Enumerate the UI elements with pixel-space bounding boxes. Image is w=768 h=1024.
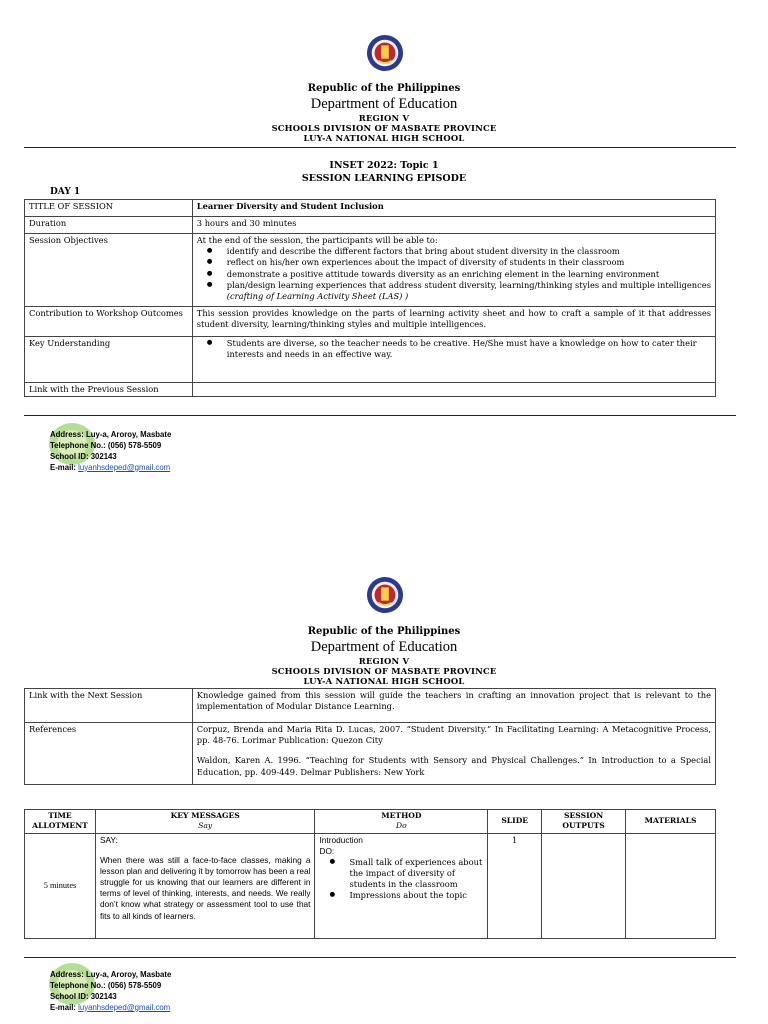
lesson-table: [24, 809, 716, 939]
list-item: ● Students are diverse, so the teacher needs to be creative. He/She must have a knowledge on how to cater their interests and needs in an effective way.: [207, 338, 711, 360]
footer: [50, 970, 171, 1014]
outputs-cell: [542, 833, 626, 938]
header-key-sub: Say: [198, 821, 213, 831]
references-label: References: [25, 723, 193, 785]
footer-email-line: [50, 463, 171, 474]
list-item: ● Small talk of experiences about the impact of diversity of students in the classroom: [329, 857, 483, 891]
footer-school-id: School ID: 302143: [50, 991, 117, 1001]
school-text: LUY-A NATIONAL HIGH SCHOOL: [303, 133, 465, 143]
next-session-label: Link with the Next Session: [25, 689, 193, 723]
deped-seal-icon: [366, 34, 404, 72]
say-cell: [95, 833, 315, 938]
header-time: TIME ALLOTMENT: [25, 810, 96, 834]
table-row: [25, 234, 716, 307]
objectives-intro: At the end of the session, the participants will be able to:: [196, 235, 438, 245]
header-method: [315, 810, 488, 834]
department-title: Department of Education: [310, 639, 458, 655]
footer-email-link[interactable]: luyanhsdeped@gmail.com: [78, 462, 171, 472]
say-label: SAY:: [99, 834, 118, 845]
header-divider: [24, 147, 736, 148]
day-label: DAY 1: [50, 187, 81, 197]
footer-divider: [24, 415, 736, 416]
title-label: TITLE OF SESSION: [25, 200, 193, 217]
table-row: [25, 307, 716, 337]
doc-title: INSET 2022: Topic 1: [329, 160, 439, 171]
objectives-cell: [192, 234, 715, 307]
method-do: DO:: [319, 845, 335, 856]
footer-address: Address: Luy-a, Aroroy, Masbate: [50, 430, 172, 439]
region-text: REGION V: [358, 656, 410, 666]
time-cell: 5 minutes: [25, 833, 96, 938]
table-header-row: [25, 810, 716, 834]
header-outputs: SESSION OUTPUTS: [542, 810, 626, 834]
title-value: Learner Diversity and Student Inclusion: [192, 200, 715, 217]
list-item: ● reflect on his/her own experiences about the impact of diversity of students in their classroom: [207, 257, 711, 268]
method-cell: [315, 833, 488, 938]
prev-session-value: [192, 383, 715, 397]
session-table: [24, 199, 716, 397]
footer-divider: [24, 957, 736, 958]
list-item: ● plan/design learning experiences that address student diversity, learning/thinking styles and multiple intelligences: [207, 280, 711, 291]
division-text: SCHOOLS DIVISION OF MASBATE PROVINCE: [271, 666, 497, 676]
footer-email-line: [50, 1003, 171, 1014]
materials-cell: [626, 833, 716, 938]
next-session-value: Knowledge gained from this session will guide the teachers in crafting an innovation project that is relevant to the implementation of Modular Distance Learning.: [192, 689, 715, 723]
region-text: REGION V: [358, 113, 410, 123]
duration-value: 3 hours and 30 minutes: [192, 217, 715, 234]
contribution-label: Contribution to Workshop Outcomes: [25, 307, 193, 337]
header-key-messages: [95, 810, 315, 834]
table-row: [25, 217, 716, 234]
footer-email-label: E-mail:: [50, 462, 79, 472]
doc-subtitle: SESSION LEARNING EPISODE: [301, 173, 467, 184]
say-text: When there was still a face-to-face classes, making a lesson plan and delivering it by tomorrow has been a real struggle for us knowing that our learners are different in terms of level of thinking, interests, and needs. We really don’t know what strategy or assessment tool to use that fits to all kinds of learners.: [99, 854, 311, 921]
method-title: Introduction: [319, 834, 363, 845]
table-row: [25, 833, 716, 938]
list-item: ● demonstrate a positive attitude towards diversity as an enriching element in the learning environment: [207, 269, 711, 280]
session-table-continued: [24, 688, 716, 785]
footer-telephone: Telephone No.: (056) 578-5509: [50, 980, 162, 990]
division-text: SCHOOLS DIVISION OF MASBATE PROVINCE: [271, 123, 497, 133]
header-method-sub: Do: [396, 821, 407, 831]
contribution-value: This session provides knowledge on the parts of learning activity sheet and how to craft a sample of it that addresses student diversity, learning/thinking styles and multiple intelligences.: [192, 307, 715, 337]
footer-school-id: School ID: 302143: [50, 451, 117, 461]
table-row: [25, 337, 716, 383]
duration-label: Duration: [25, 217, 193, 234]
department-title: Department of Education: [310, 96, 458, 112]
references-cell: [192, 723, 715, 785]
list-item: ● Impressions about the topic: [329, 890, 483, 901]
table-row: [25, 689, 716, 723]
header-key-text: KEY MESSAGES: [170, 811, 240, 820]
republic-text: Republic of the Philippines: [307, 83, 461, 94]
footer-address: Address: Luy-a, Aroroy, Masbate: [50, 970, 172, 979]
prev-session-label: Link with the Previous Session: [25, 383, 193, 397]
footer-telephone: Telephone No.: (056) 578-5509: [50, 440, 162, 450]
footer: [50, 430, 171, 474]
reference-2: Waldon, Karen A. 1996. “Teaching for Students with Sensory and Physical Challenges.” In Introduction to a Special Education, pp. 409-449. Delmar Publishers: New York: [196, 755, 711, 777]
republic-text: Republic of the Philippines: [307, 626, 461, 637]
reference-1: Corpuz, Brenda and Maria Rita D. Lucas, 2007. “Student Diversity.” In Facilitating Learning: A Metacognitive Process, pp. 48-76. Lorimar Publication: Quezon City: [196, 724, 711, 746]
table-row: [25, 383, 716, 397]
objectives-note: (crafting of Learning Activity Sheet (LAS) ): [226, 290, 409, 301]
school-text: LUY-A NATIONAL HIGH SCHOOL: [303, 676, 465, 686]
deped-seal-icon: [366, 576, 404, 614]
header-materials: MATERIALS: [626, 810, 716, 834]
key-understanding-cell: [192, 337, 715, 383]
list-item: ● identify and describe the different factors that bring about student diversity in the classroom: [207, 246, 711, 257]
footer-email-label: E-mail:: [50, 1002, 79, 1012]
table-row: [25, 200, 716, 217]
header-method-text: METHOD: [381, 811, 422, 820]
table-row: [25, 723, 716, 785]
footer-email-link[interactable]: luyanhsdeped@gmail.com: [78, 1002, 171, 1012]
key-understanding-label: Key Understanding: [25, 337, 193, 383]
objectives-label: Session Objectives: [25, 234, 193, 307]
slide-cell: 1: [488, 833, 542, 938]
header-slide: SLIDE: [488, 810, 542, 834]
